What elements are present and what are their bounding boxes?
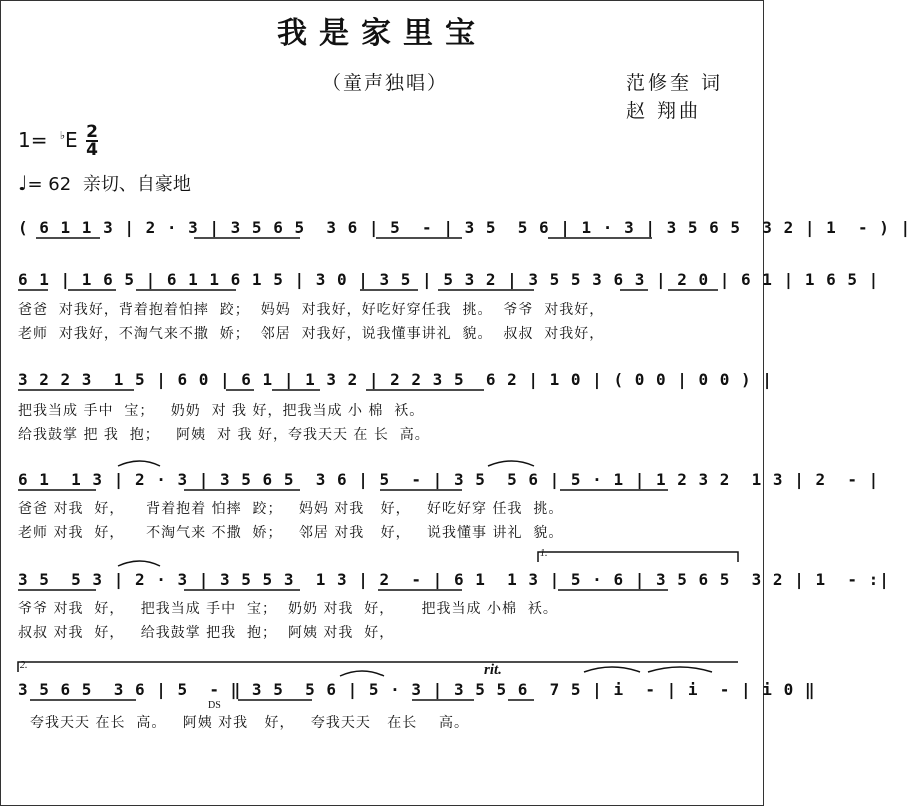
lyric-line: 爷爷 对我 好， 把我当成 手中 宝； 奶奶 对我 好， 把我当成 小棉 袄。 <box>18 601 558 617</box>
key-prefix: 1= <box>18 128 48 152</box>
time-top: 2 <box>86 122 98 142</box>
song-title: 我是家里宝 <box>277 16 487 51</box>
notation-line: 3 5 6 5 3 6 | 5 - ‖ 3 5 5 6 | 5 · 3 | 3 5 5 6 7 5 | i - | i - | i 0 ‖ <box>18 680 816 699</box>
lyric-line: 叔叔 对我 好， 给我鼓掌 把我 抱； 阿姨 对我 好， <box>18 625 395 641</box>
lyric-line: 爸爸 对我 好， 背着抱着 怕摔 跤； 妈妈 对我 好， 好吃好穿 任我 挑。 <box>18 501 564 517</box>
lyric-line: 老师 对我好，不淘气来不撒 娇； 邻居 对我好，说我懂事讲礼 貌。 叔叔 对我好， <box>18 326 605 342</box>
performance-note: （童声独唱） <box>322 72 449 94</box>
lyric-line: 夸我天天 在长 高。 阿姨 对我 好， 夸我天天 在长 高。 <box>30 715 470 731</box>
lyric-line: 爸爸 对我好，背着抱着怕摔 跤； 妈妈 对我好，好吃好穿任我 挑。 爷爷 对我好， <box>18 302 605 318</box>
notation-line: ( 6 1 1 3 | 2 · 3 | 3 5 6 5 3 6 | 5 - | 3 5 5 6 | 1 · 3 | 3 5 6 5 3 2 | 1 - ) | <box>18 218 911 237</box>
lyric-line: 老师 对我 好， 不淘气来 不撒 娇； 邻居 对我 好， 说我懂事 讲礼 貌。 <box>18 525 564 541</box>
volta-label: 2. <box>20 660 28 671</box>
notation-line: 3 5 5 3 | 2 · 3 | 3 5 5 3 1 3 | 2 - | 6 1 1 3 | 5 · 6 | 3 5 6 5 3 2 | 1 - :| <box>18 570 890 589</box>
lyricist-credit: 范修奎 词 <box>626 72 724 94</box>
quarter-note-icon: ♩ <box>18 171 28 195</box>
lyric-line: 给我鼓掌 把 我 抱； 阿姨 对 我 好，夸我天天 在 长 高。 <box>18 427 430 443</box>
dal-segno-mark: DS <box>208 700 221 711</box>
notation-line: 6 1 1 3 | 2 · 3 | 3 5 6 5 3 6 | 5 - | 3 5 5 6 | 5 · 1 | 1 2 3 2 1 3 | 2 - | <box>18 470 880 489</box>
notation-line: 3 2 2 3 1 5 | 6 0 | 6 1 | 1 3 2 | 2 2 3 5 6 2 | 1 0 | ( 0 0 | 0 0 ) | <box>18 370 773 389</box>
flat-sign: ♭ <box>59 129 66 143</box>
ritardando-mark: rit. <box>484 662 502 678</box>
lyric-line: 把我当成 手中 宝； 奶奶 对 我 好，把我当成 小 棉 袄。 <box>18 403 425 419</box>
notation-line: 6 1 | 1 6 5 | 6 1 1 6 1 5 | 3 0 | 3 5 | 5 3 2 | 3 5 5 3 6 3 | 2 0 | 6 1 | 1 6 5 | <box>18 270 880 289</box>
key-tonic: E <box>65 128 78 152</box>
composer-credit: 赵 翔曲 <box>626 100 702 122</box>
volta-label: 1. <box>540 548 548 559</box>
expression-text: 亲切、自豪地 <box>82 174 191 195</box>
time-bottom: 4 <box>86 140 98 160</box>
tempo-value: = 62 <box>27 174 72 195</box>
